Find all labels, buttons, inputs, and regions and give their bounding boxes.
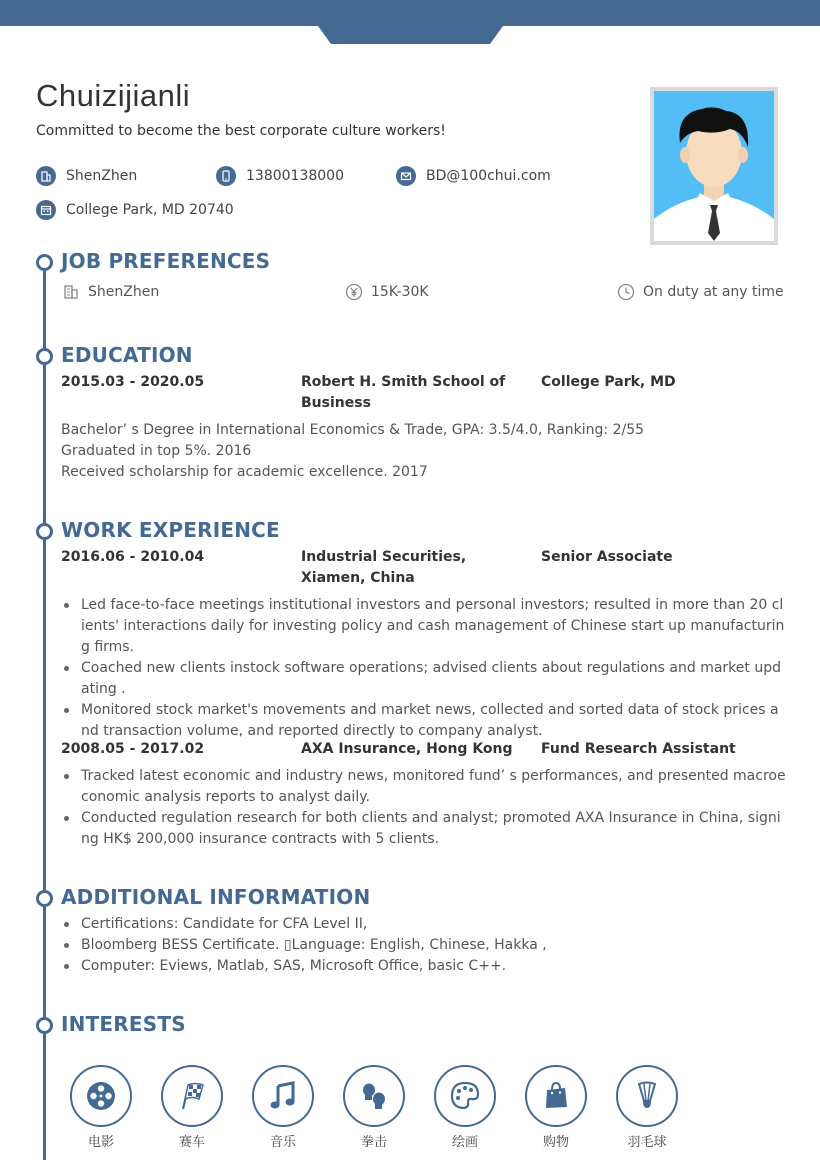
- timeline-dot: [36, 523, 53, 540]
- office-building-icon: [62, 283, 80, 301]
- building-icon: [36, 166, 56, 186]
- tagline: Committed to become the best corporate culture workers!: [36, 123, 446, 139]
- interest-item: [70, 1065, 132, 1150]
- interest-label: 电影: [87, 1135, 114, 1150]
- phone-icon: [216, 166, 236, 186]
- interest-label: 赛车: [178, 1135, 205, 1150]
- section-title-additional-information: ADDITIONAL INFORMATION: [61, 885, 371, 909]
- section-title-interests: INTERESTS: [61, 1012, 186, 1036]
- work-company: Industrial Securities, Xiamen, China: [301, 549, 467, 586]
- clock-icon: [617, 283, 635, 301]
- interest-item: [616, 1065, 678, 1150]
- education-detail-line: Graduated in top 5%. 2016: [61, 443, 252, 459]
- list-item: Certifications: Candidate for CFA Level II,: [61, 914, 786, 935]
- interest-label: 音乐: [269, 1135, 296, 1150]
- film-reel-icon: [84, 1079, 118, 1113]
- checkered-flag-icon: [175, 1079, 209, 1113]
- contact-address-text: College Park, MD 20740: [66, 202, 234, 218]
- timeline-dot: [36, 1017, 53, 1034]
- shopping-bag-icon: [539, 1079, 573, 1113]
- work-period: 2008.05 - 2017.02: [61, 741, 205, 757]
- list-item: Conducted regulation research for both clients and analyst; promoted AXA Insurance in China, signing HK$ 200,000 insurance contracts with 5 clients.: [61, 808, 786, 850]
- interest-item: [252, 1065, 314, 1150]
- interest-item: [525, 1065, 587, 1150]
- section-title-education: EDUCATION: [61, 343, 193, 367]
- pref-availability: [617, 283, 784, 301]
- work-period: 2016.06 - 2010.04: [61, 549, 205, 565]
- section-title-work-experience: WORK EXPERIENCE: [61, 518, 280, 542]
- yen-icon: [345, 283, 363, 301]
- section-title-job-preferences: JOB PREFERENCES: [61, 249, 271, 273]
- top-banner: [0, 0, 820, 26]
- shuttlecock-icon: [630, 1079, 664, 1113]
- interest-item: [161, 1065, 223, 1150]
- avatar-illustration: [654, 91, 774, 241]
- contact-email: [396, 166, 551, 186]
- work-bullets: [61, 595, 786, 742]
- list-item: Monitored stock market's movements and market news, collected and sorted data of stock prices and transaction volume, and reported directly to company analyst.: [61, 700, 786, 742]
- interest-label: 购物: [542, 1135, 569, 1150]
- work-title: Fund Research Assistant: [541, 741, 736, 757]
- interest-label: 绘画: [451, 1135, 478, 1150]
- list-item: Tracked latest economic and industry news, monitored fund’ s performances, and presented macroeconomic analysis reports to analyst daily.: [61, 766, 786, 808]
- list-item: Coached new clients instock software operations; advised clients about regulations and market updating .: [61, 658, 786, 700]
- interest-item: [343, 1065, 405, 1150]
- pref-city-text: ShenZhen: [88, 284, 160, 300]
- calendar-icon: [36, 200, 56, 220]
- contact-email-text: BD@100chui.com: [426, 168, 551, 184]
- education-location: College Park, MD: [541, 374, 676, 390]
- profile-photo: [650, 87, 778, 245]
- contact-phone-text: 13800138000: [246, 168, 344, 184]
- contact-phone: [216, 166, 344, 186]
- interest-item: [434, 1065, 496, 1150]
- contact-address: [36, 200, 234, 220]
- pref-salary: [345, 283, 429, 301]
- work-title: Senior Associate: [541, 549, 673, 565]
- work-bullets: [61, 766, 786, 850]
- contact-city: [36, 166, 137, 186]
- contact-city-text: ShenZhen: [66, 168, 138, 184]
- education-details: [61, 420, 786, 483]
- additional-bullets: [61, 914, 786, 977]
- music-note-icon: [266, 1079, 300, 1113]
- mail-icon: [396, 166, 416, 186]
- pref-city: [62, 283, 159, 301]
- palette-icon: [448, 1079, 482, 1113]
- timeline-dot: [36, 348, 53, 365]
- list-item: Computer: Eviews, Matlab, SAS, Microsoft Office, basic C++.: [61, 956, 786, 977]
- pref-availability-text: On duty at any time: [643, 284, 784, 300]
- interest-label: 羽毛球: [627, 1135, 667, 1150]
- education-period: 2015.03 - 2020.05: [61, 374, 205, 390]
- education-school: Robert H. Smith School of Business: [301, 374, 506, 411]
- boxing-gloves-icon: [357, 1079, 391, 1113]
- timeline-dot: [36, 890, 53, 907]
- work-company: AXA Insurance, Hong Kong: [301, 741, 513, 757]
- interest-label: 拳击: [360, 1135, 387, 1150]
- list-item: Led face-to-face meetings institutional investors and personal investors; resulted in more than 20 clients' interactions daily for investing policy and cash management of Chinese start up manufacturing firms.: [61, 595, 786, 658]
- top-banner-tab: [318, 26, 503, 44]
- education-detail-line: Received scholarship for academic excellence. 2017: [61, 464, 428, 480]
- education-detail-line: Bachelor’ s Degree in International Economics & Trade, GPA: 3.5/4.0, Ranking: 2/55: [61, 422, 645, 438]
- pref-salary-text: 15K-30K: [371, 284, 429, 300]
- timeline-dot: [36, 254, 53, 271]
- candidate-name: Chuizijianli: [36, 78, 191, 113]
- list-item: Bloomberg BESS Certificate. ▯Language: English, Chinese, Hakka ,: [61, 935, 786, 956]
